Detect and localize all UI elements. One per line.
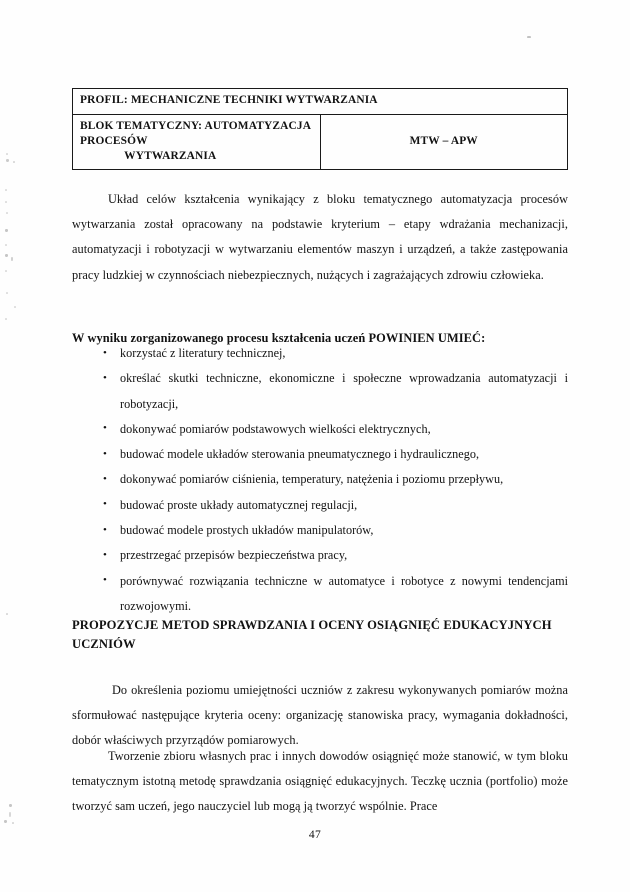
skills-list xyxy=(72,341,568,619)
list-item: • przestrzegać przepisów bezpieczeństwa pracy, xyxy=(72,543,568,568)
scan-speck xyxy=(6,292,8,294)
scan-speck xyxy=(9,804,12,807)
list-item: • określać skutki techniczne, ekonomiczne i społeczne wprowadzania automatyzacji i robotyzacji, xyxy=(72,366,568,417)
table-row xyxy=(73,115,568,170)
thematic-block-line-1: BLOK TEMATYCZNY: AUTOMATYZACJA PROCESÓW xyxy=(80,120,311,148)
block-header-table xyxy=(72,88,568,170)
skills-heading: W wyniku zorganizowanego procesu kształcenia uczeń POWINIEN UMIEĆ: xyxy=(72,331,486,345)
scan-speck xyxy=(11,257,13,261)
methods-paragraph-2: Tworzenie zbioru własnych prac i innych dowodów osiągnięć może stanowić, w tym bloku tematycznym istotną metodę sprawdzania osiągnięć edukacyjnych. Teczkę ucznia (portfolio) może tworzyć sam uczeń, jego nauczyciel lub mogą ją tworzyć wspólnie. Prace xyxy=(72,749,568,814)
list-item: • dokonywać pomiarów podstawowych wielkości elektrycznych, xyxy=(72,417,568,442)
skills-list-wrap xyxy=(72,341,568,619)
list-item: • budować modele prostych układów manipulatorów, xyxy=(72,518,568,543)
thematic-block-cell xyxy=(73,115,321,170)
table-row xyxy=(73,89,568,115)
scan-speck xyxy=(5,229,8,232)
scan-speck xyxy=(5,201,7,203)
scan-speck xyxy=(6,613,8,615)
scan-speck xyxy=(527,36,531,38)
list-item: • budować modele układów sterowania pneumatycznego i hydraulicznego, xyxy=(72,442,568,467)
list-item: • porównywać rozwiązania techniczne w automatyce i robotyce z nowymi tendencjami rozwojowymi. xyxy=(72,569,568,620)
methods-paragraph-1: Do określenia poziomu umiejętności uczniów z zakresu wykonywanych pomiarów można sformułować następujące kryteria oceny: organizację stanowiska pracy, wymagania dokładności, dobór właściwych przyrządów pomiarowych. xyxy=(72,683,568,748)
scan-speck xyxy=(6,159,9,162)
scan-speck xyxy=(5,318,7,320)
list-item: • korzystać z literatury technicznej, xyxy=(72,341,568,366)
list-item: • budować proste układy automatycznej regulacji, xyxy=(72,493,568,518)
methods-paragraph-2-wrap xyxy=(72,744,568,820)
block-code-cell: MTW – APW xyxy=(320,115,568,170)
page-number: 47 xyxy=(308,828,322,841)
methods-paragraph-1-wrap xyxy=(72,678,568,754)
intro-section xyxy=(72,187,568,288)
scan-speck xyxy=(13,161,15,163)
methods-heading-wrap xyxy=(72,616,568,654)
scan-speck xyxy=(6,212,8,214)
scan-speck xyxy=(4,820,7,823)
scan-speck xyxy=(6,153,8,155)
methods-heading-line-1: PROPOZYCJE METOD SPRAWDZANIA I OCENY OSIĄGNIĘĆ EDUKACYJNYCH xyxy=(72,618,552,632)
methods-heading-line-2: UCZNIÓW xyxy=(72,637,136,651)
scan-speck xyxy=(14,306,16,308)
scan-speck xyxy=(9,812,11,817)
thematic-block-line-2: WYTWARZANIA xyxy=(124,150,217,163)
intro-paragraph: Układ celów kształcenia wynikający z bloku tematycznego automatyzacja procesów wytwarzania został opracowany na podstawie kryterium – etapy wdrażania mechanizacji, automatyzacji i robotyzacji w wytwarzaniu elementów maszyn i urządzeń, a także zastępowania pracy ludzkiej w czynnościach niebezpiecznych, nużących i zagrażających zdrowiu człowieka. xyxy=(72,192,568,282)
scan-speck xyxy=(5,189,7,191)
list-item: • dokonywać pomiarów ciśnienia, temperatury, natężenia i poziomu przepływu, xyxy=(72,467,568,492)
profile-cell: PROFIL: MECHANICZNE TECHNIKI WYTWARZANIA xyxy=(73,89,568,115)
scan-speck xyxy=(5,244,7,246)
scan-speck xyxy=(12,822,14,824)
scan-speck xyxy=(5,254,8,257)
scan-speck xyxy=(5,270,7,272)
